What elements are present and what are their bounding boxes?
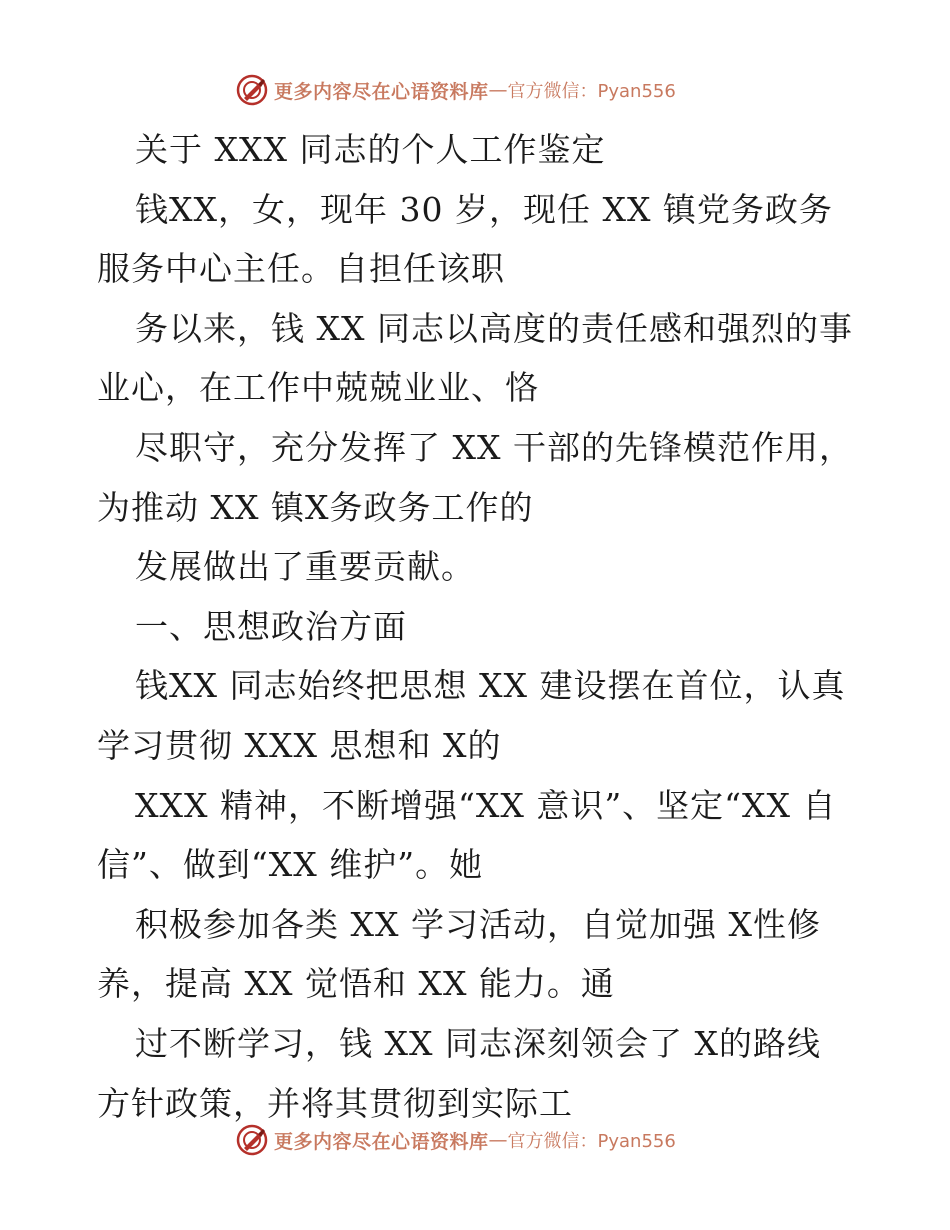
paragraph-line: 养，提高 XX 觉悟和 XX 能力。通 [97, 964, 615, 1004]
paragraph-line: 尽职守，充分发挥了 XX 干部的先锋模范作用， [135, 427, 853, 467]
paragraph-line: 服务中心主任。自担任该职 [97, 249, 505, 289]
paragraph-line: 务以来，钱 XX 同志以高度的责任感和强烈的事 [135, 308, 853, 348]
banner-main-text: 更多内容尽在心语资料库 [274, 1130, 489, 1153]
banner-dash: — [488, 79, 508, 101]
paragraph-line: 积极参加各类 XX 学习活动，自觉加强 X性修 [135, 904, 821, 944]
document-body [97, 120, 857, 1133]
paragraph-line: 学习贯彻 XXX 思想和 X的 [97, 725, 502, 765]
banner-wechat-text: 官方微信：Pyan556 [507, 1131, 676, 1152]
paragraph-line: 信”、做到“XX 维护”。她 [97, 845, 484, 885]
footer-banner [236, 1122, 676, 1158]
header-banner [236, 72, 676, 108]
paragraph-line: 过不断学习，钱 XX 同志深刻领会了 X的路线 [135, 1023, 821, 1063]
paragraph-line: 钱XX，女，现年 30 岁，现任 XX 镇党务政务 [135, 189, 833, 229]
paragraph-line: XXX 精神，不断增强“XX 意识”、坚定“XX 自 [135, 785, 837, 825]
banner-dash: — [488, 1129, 508, 1151]
banner-main-text: 更多内容尽在心语资料库 [274, 80, 489, 103]
paragraph-line: 业心，在工作中兢兢业业、恪 [97, 368, 539, 408]
paragraph-line: 方针政策，并将其贯彻到实际工 [97, 1083, 573, 1123]
paragraph-line: 发展做出了重要贡献。 [135, 547, 475, 587]
brand-logo-icon [236, 1124, 268, 1156]
brand-logo-icon [236, 74, 268, 106]
document-title: 关于 XXX 同志的个人工作鉴定 [135, 130, 606, 169]
paragraph-line: 钱XX 同志始终把思想 XX 建设摆在首位，认真 [135, 666, 846, 706]
paragraph-line: 为推动 XX 镇X务政务工作的 [97, 487, 534, 527]
section-heading: 一、思想政治方面 [135, 606, 407, 646]
banner-wechat-text: 官方微信：Pyan556 [507, 81, 676, 102]
